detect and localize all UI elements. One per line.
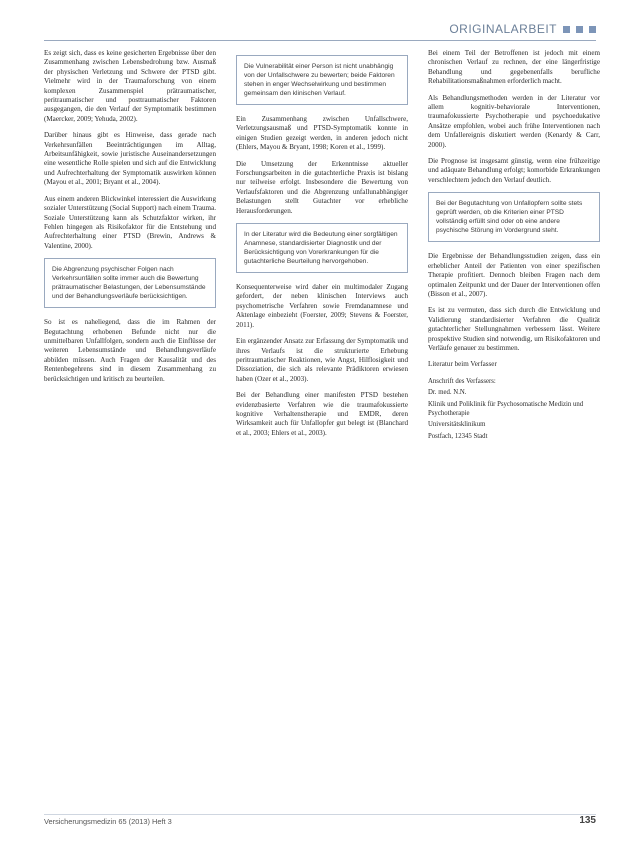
header-square-icon xyxy=(589,26,596,33)
section-header xyxy=(449,22,596,36)
paragraph: Darüber hinaus gibt es Hinweise, dass gerade nach Verkehrsunfällen Beeinträchtigungen im Alltag, Arbeitsunfähigkeit, sowie juristische Auseinandersetzungen eine wesentliche Rolle spielen und sich auf die Entwicklung und Aufrechterhaltung der Symptomatik auswirken können (Mayou et al., 2001; Bryant et al., 2004). xyxy=(44,131,216,187)
page-footer xyxy=(44,817,596,829)
page-number: 135 xyxy=(579,815,596,826)
address-label: Anschrift des Verfassers: xyxy=(428,377,496,385)
info-box: In der Literatur wird die Bedeutung einer sorgfältigen Anamnese, standardisierter Diagnostik und der Berücksichtigung von Vorerkrankungen für die gutachterliche Beurteilung hervorgehoben. xyxy=(236,223,408,273)
paragraph: Die Prognose ist insgesamt günstig, wenn eine frühzeitige und adäquate Behandlung erfolgt; komorbide Erkrankungen verschlechtern jedoch den Verlauf deutlich. xyxy=(428,157,600,184)
paragraph: Bei einem Teil der Betroffenen ist jedoch mit einem chronischen Verlauf zu rechnen, der eine längerfristige Behandlung und gegebenenfalls berufliche Rehabilitationsmaßnahmen erforderlich macht. xyxy=(428,49,600,86)
header-square-icon xyxy=(576,26,583,33)
paragraph: Ein ergänzender Ansatz zur Erfassung der Symptomatik und ihres Verlaufs ist die strukturierte Erhebung peritraumatischer Reaktionen, wie Angst, Hilflosigkeit und Dissoziation, die sich als relevante Prädiktoren erwiesen haben (Ozer et al., 2003). xyxy=(236,337,408,383)
info-box: Bei der Begutachtung von Unfallopfern sollte stets geprüft werden, ob die Kriterien einer PTSD vollständig erfüllt sind oder ob eine andere psychische Störung im Vordergrund steht. xyxy=(428,192,600,242)
header-rule xyxy=(44,40,596,41)
paragraph: Es zeigt sich, dass es keine gesicherten Ergebnisse über den Zusammenhang zwischen Lebensbedrohung bzw. Ausmaß der physischen Verletzung und Schwere der PTSD gibt. Vielmehr wird in der Traumaforschung von einem komplexen Zusammenspiel prätraumatischer, peritraumatischer und posttraumatischer Faktoren ausgegangen, die den Verlauf der Symptomatik bestimmen (Maercker, 2009; Yehuda, 2002). xyxy=(44,49,216,123)
paragraph: Die Umsetzung der Erkenntnisse aktueller Forschungsarbeiten in die gutachterliche Praxis ist bislang nur teilweise erfolgt. Insbesondere die Bewertung von Verlaufsfaktoren und die Abgrenzung unfallunabhängiger Belastungen stellt Gutachter vor erhebliche Herausforderungen. xyxy=(236,159,408,215)
author-address xyxy=(428,377,600,441)
literature-note: Literatur beim Verfasser xyxy=(428,360,497,369)
paragraph: Aus einem anderen Blickwinkel interessiert die Auswirkung sozialer Unterstützung (Social Support) nach einem Trauma. Soziale Unterstützung kann als Schutzfaktor wirken, ihr Fehlen hingegen als Risikofaktor für die Entstehung und Aufrechterhaltung einer PTSD (Brewin, Andrews & Valentine, 2000). xyxy=(44,194,216,250)
section-label: ORIGINALARBEIT xyxy=(449,22,557,36)
paragraph: Ein Zusammenhang zwischen Unfallschwere, Verletzungsausmaß und PTSD-Symptomatik konnte in einigen Studien gezeigt werden, in anderen jedoch nicht (Ehlers, Mayou & Bryant, 1998; Koren et al., 1999). xyxy=(236,115,408,152)
address-line: Postfach, 12345 Stadt xyxy=(428,432,488,440)
info-box: Die Abgrenzung psychischer Folgen nach Verkehrsunfällen sollte immer auch die Bewertung prätraumatischer Belastungen, der Lebensumstände und der Behandlungsverläufe berücksichtigen. xyxy=(44,258,216,308)
paragraph: Es ist zu vermuten, dass sich durch die Entwicklung und Validierung standardisierter Verfahren die Qualität gutachterlicher Stellungnahmen verbessern lässt. Weitere prospektive Studien sind notwendig, um Risikofaktoren und Verläufe genauer zu bestimmen. xyxy=(428,306,600,352)
address-line: Universitätsklinikum xyxy=(428,421,486,429)
text-column-2 xyxy=(236,49,408,819)
paragraph: Die Ergebnisse der Behandlungsstudien zeigen, dass ein erheblicher Anteil der Patienten von einer spezifischen Therapie profitiert. Dennoch bleiben Fragen nach dem optimalen Zeitpunkt und der Dauer der Interventionen offen (Bisson et al., 2007). xyxy=(428,252,600,298)
text-column-3 xyxy=(428,49,600,819)
paragraph: Bei der Behandlung einer manifesten PTSD bestehen evidenzbasierte Verfahren wie die traumafokussierte kognitive Verhaltenstherapie und EMDR, deren Wirksamkeit auch für Unfallopfer gut belegt ist (Blanchard et al., 2003; Ehlers et al., 2003). xyxy=(236,391,408,437)
address-line: Klinik und Poliklinik für Psychosomatische Medizin und Psychotherapie xyxy=(428,400,584,417)
header-square-icon xyxy=(563,26,570,33)
address-line: Dr. med. N.N. xyxy=(428,389,467,397)
journal-citation: Versicherungsmedizin 65 (2013) Heft 3 xyxy=(44,817,172,826)
paragraph: Konsequenterweise wird daher ein multimodaler Zugang gefordert, der neben klinischen Interviews auch psychometrische Verfahren sowie Fremdanamnese und Aktenlage einbezieht (Foerster, 2009; Stevens & Foerster, 2011). xyxy=(236,283,408,329)
paragraph: Als Behandlungsmethoden werden in der Literatur vor allem kognitiv-behaviorale Interventionen, traumafokussierte Psychotherapie und psychoedukative Ansätze empfohlen, wobei auch frühe Interventionen nach dem Unfallereignis diskutiert werden (Kenardy & Carr, 2000). xyxy=(428,93,600,149)
paragraph: So ist es naheliegend, dass die im Rahmen der Begutachtung erhobenen Befunde nicht nur die unmittelbaren Unfallfolgen, sondern auch die Einflüsse der weiteren Lebensumstände und Behandlungsverläufe abbilden müssen. Auch Fragen der Kausalität und des Rentenbegehrens sind in diesem Zusammenhang zu berücksichtigen und kritisch zu beurteilen. xyxy=(44,318,216,383)
footer-rule xyxy=(44,814,596,815)
info-box: Die Vulnerabilität einer Person ist nicht unabhängig von der Unfallschwere zu bewerten; beide Faktoren stehen in enger Wechselwirkung und bestimmen gemeinsam den klinischen Verlauf. xyxy=(236,55,408,105)
text-column-1 xyxy=(44,49,216,819)
